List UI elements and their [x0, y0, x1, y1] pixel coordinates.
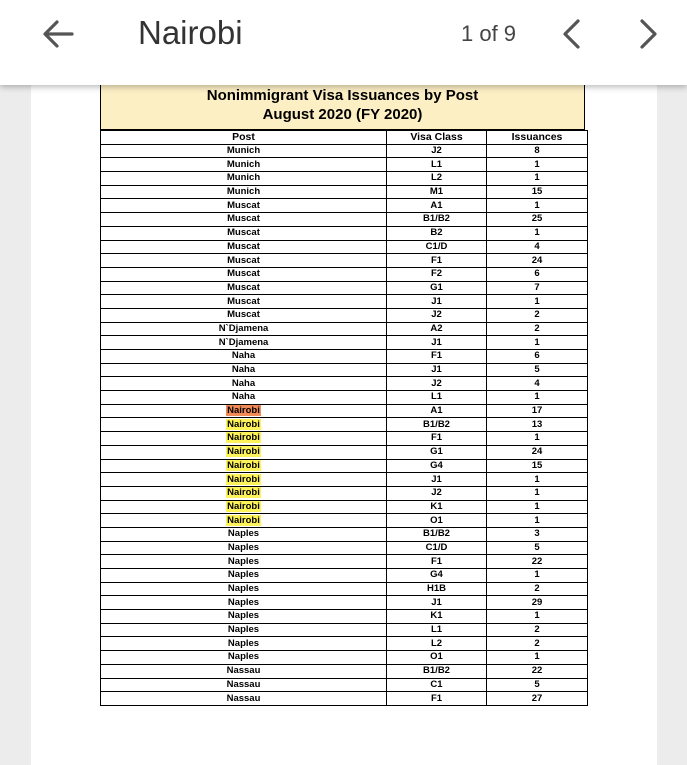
issuances-cell: 1	[487, 158, 588, 172]
visa-class-cell: L1	[387, 158, 487, 172]
issuances-cell: 1	[487, 295, 588, 309]
table-row	[101, 486, 588, 500]
chevron-right-icon	[635, 17, 661, 51]
table-row	[101, 254, 588, 268]
issuances-cell: 1	[487, 199, 588, 213]
table-row	[101, 295, 588, 309]
visa-class-cell: F1	[387, 432, 487, 446]
issuances-cell: 27	[487, 692, 588, 706]
column-header-post: Post	[101, 131, 387, 145]
post-cell: Naha	[101, 363, 387, 377]
visa-class-cell: K1	[387, 500, 487, 514]
post-cell: Naples	[101, 651, 387, 665]
post-cell: Nassau	[101, 692, 387, 706]
visa-class-cell: L1	[387, 623, 487, 637]
post-cell: Naples	[101, 541, 387, 555]
issuances-cell: 4	[487, 240, 588, 254]
issuances-cell: 6	[487, 350, 588, 364]
post-cell: Naha	[101, 391, 387, 405]
visa-class-cell: O1	[387, 651, 487, 665]
issuances-cell: 1	[487, 336, 588, 350]
table-row	[101, 582, 588, 596]
issuances-cell: 1	[487, 486, 588, 500]
post-cell: Naples	[101, 582, 387, 596]
visa-class-cell: F1	[387, 555, 487, 569]
table-row	[101, 336, 588, 350]
table-row	[101, 418, 588, 432]
document-title: Nairobi	[138, 14, 243, 51]
table-row	[101, 623, 588, 637]
post-cell: Muscat	[101, 240, 387, 254]
post-cell	[101, 432, 387, 446]
table-row	[101, 158, 588, 172]
visa-class-cell: K1	[387, 610, 487, 624]
visa-class-cell: J1	[387, 596, 487, 610]
post-cell: Muscat	[101, 267, 387, 281]
visa-class-cell: F2	[387, 267, 487, 281]
arrow-left-icon	[41, 17, 75, 51]
visa-class-cell: A1	[387, 199, 487, 213]
post-cell: Munich	[101, 172, 387, 186]
table-row	[101, 199, 588, 213]
table-row	[101, 363, 588, 377]
visa-class-cell: G1	[387, 281, 487, 295]
search-match[interactable]: Nairobi	[227, 473, 260, 485]
post-cell: Muscat	[101, 295, 387, 309]
search-match[interactable]: Nairobi	[227, 459, 260, 471]
table-row	[101, 377, 588, 391]
table-row	[101, 514, 588, 528]
post-cell	[101, 459, 387, 473]
visa-class-cell: C1/D	[387, 541, 487, 555]
visa-class-cell: B2	[387, 226, 487, 240]
issuances-cell: 17	[487, 404, 588, 418]
issuances-cell: 29	[487, 596, 588, 610]
post-cell: Naha	[101, 377, 387, 391]
issuances-cell: 24	[487, 254, 588, 268]
visa-class-cell: J2	[387, 144, 487, 158]
post-cell: Naples	[101, 623, 387, 637]
visa-class-cell: J1	[387, 363, 487, 377]
issuances-cell: 15	[487, 459, 588, 473]
search-match[interactable]: Nairobi	[227, 514, 260, 526]
document-page[interactable]	[31, 85, 657, 765]
table-row	[101, 527, 588, 541]
issuances-cell: 2	[487, 322, 588, 336]
table-row	[101, 226, 588, 240]
issuances-cell: 15	[487, 185, 588, 199]
issuances-cell: 2	[487, 623, 588, 637]
post-cell: Naples	[101, 596, 387, 610]
issuances-cell: 1	[487, 172, 588, 186]
table-title: Nonimmigrant Visa Issuances by Post	[206, 87, 479, 104]
table-header-row	[101, 131, 588, 145]
back-button[interactable]	[36, 12, 80, 56]
next-result-button[interactable]	[626, 12, 670, 56]
visa-class-cell: A1	[387, 404, 487, 418]
table-row	[101, 500, 588, 514]
visa-issuance-table	[100, 130, 588, 706]
search-match[interactable]: Nairobi	[227, 500, 260, 512]
table-row	[101, 596, 588, 610]
table-row	[101, 459, 588, 473]
table-row	[101, 322, 588, 336]
issuances-cell: 8	[487, 144, 588, 158]
post-cell	[101, 473, 387, 487]
visa-class-cell: L1	[387, 391, 487, 405]
table-row	[101, 651, 588, 665]
visa-class-cell: F1	[387, 254, 487, 268]
table-row	[101, 185, 588, 199]
visa-class-cell: B1/B2	[387, 213, 487, 227]
table-row	[101, 432, 588, 446]
table-row	[101, 541, 588, 555]
search-match[interactable]: Nairobi	[227, 432, 260, 444]
post-cell: Munich	[101, 185, 387, 199]
visa-class-cell: L2	[387, 172, 487, 186]
top-app-bar	[0, 0, 687, 85]
previous-result-button[interactable]	[550, 12, 594, 56]
table-row	[101, 240, 588, 254]
issuances-cell: 1	[487, 610, 588, 624]
visa-class-cell: C1	[387, 678, 487, 692]
issuances-cell: 1	[487, 651, 588, 665]
table-subtitle: August 2020 (FY 2020)	[262, 106, 423, 123]
table-row	[101, 308, 588, 322]
column-header-issuances: Issuances	[487, 131, 588, 145]
table-row	[101, 569, 588, 583]
issuances-cell: 22	[487, 664, 588, 678]
visa-class-cell: J1	[387, 336, 487, 350]
search-match[interactable]: Nairobi	[227, 446, 260, 458]
post-cell: Naples	[101, 555, 387, 569]
post-cell: Nassau	[101, 664, 387, 678]
issuances-cell: 2	[487, 308, 588, 322]
visa-class-cell: B1/B2	[387, 418, 487, 432]
post-cell: Naples	[101, 527, 387, 541]
post-cell: Muscat	[101, 199, 387, 213]
issuances-cell: 1	[487, 226, 588, 240]
issuances-cell: 22	[487, 555, 588, 569]
table-row	[101, 692, 588, 706]
visa-class-cell: F1	[387, 350, 487, 364]
visa-class-cell: G4	[387, 569, 487, 583]
post-cell: Naples	[101, 610, 387, 624]
issuances-cell: 4	[487, 377, 588, 391]
table-row	[101, 213, 588, 227]
issuances-cell: 7	[487, 281, 588, 295]
issuances-cell: 13	[487, 418, 588, 432]
visa-class-cell: J1	[387, 473, 487, 487]
visa-class-cell: G1	[387, 445, 487, 459]
table-row	[101, 404, 588, 418]
visa-class-cell: J2	[387, 377, 487, 391]
issuances-cell: 2	[487, 582, 588, 596]
post-cell: Naha	[101, 350, 387, 364]
post-cell	[101, 500, 387, 514]
table-row	[101, 664, 588, 678]
issuances-cell: 1	[487, 473, 588, 487]
post-cell	[101, 404, 387, 418]
post-cell: Muscat	[101, 281, 387, 295]
post-cell: Munich	[101, 144, 387, 158]
visa-class-cell: G4	[387, 459, 487, 473]
chevron-left-icon	[559, 17, 585, 51]
post-cell	[101, 445, 387, 459]
table-row	[101, 144, 588, 158]
issuances-cell: 5	[487, 363, 588, 377]
issuances-cell: 2	[487, 637, 588, 651]
post-cell: Muscat	[101, 308, 387, 322]
post-cell: Munich	[101, 158, 387, 172]
visa-class-cell: B1/B2	[387, 527, 487, 541]
table-title-banner	[100, 85, 585, 130]
post-cell	[101, 418, 387, 432]
issuances-cell: 5	[487, 541, 588, 555]
visa-class-cell: L2	[387, 637, 487, 651]
visa-class-cell: M1	[387, 185, 487, 199]
table-row	[101, 678, 588, 692]
table-row	[101, 610, 588, 624]
issuances-cell: 25	[487, 213, 588, 227]
table-row	[101, 267, 588, 281]
table-row	[101, 350, 588, 364]
post-cell	[101, 514, 387, 528]
visa-class-cell: O1	[387, 514, 487, 528]
visa-class-cell: A2	[387, 322, 487, 336]
visa-class-cell: F1	[387, 692, 487, 706]
issuances-cell: 6	[487, 267, 588, 281]
issuances-cell: 1	[487, 432, 588, 446]
issuances-cell: 5	[487, 678, 588, 692]
post-cell: N`Djamena	[101, 322, 387, 336]
issuances-cell: 3	[487, 527, 588, 541]
post-cell: Nassau	[101, 678, 387, 692]
search-match[interactable]: Nairobi	[227, 418, 260, 430]
table-row	[101, 281, 588, 295]
post-cell: Muscat	[101, 254, 387, 268]
post-cell: Naples	[101, 569, 387, 583]
post-cell: Muscat	[101, 226, 387, 240]
post-cell	[101, 486, 387, 500]
issuances-cell: 24	[487, 445, 588, 459]
search-match[interactable]: Nairobi	[227, 487, 260, 499]
visa-class-cell: J2	[387, 486, 487, 500]
post-cell: Naples	[101, 637, 387, 651]
table-row	[101, 445, 588, 459]
visa-class-cell: C1/D	[387, 240, 487, 254]
active-search-match[interactable]: Nairobi	[227, 405, 260, 417]
table-row	[101, 473, 588, 487]
visa-class-cell: J1	[387, 295, 487, 309]
table-row	[101, 172, 588, 186]
issuances-cell: 1	[487, 500, 588, 514]
search-result-counter: 1 of 9	[461, 21, 517, 46]
post-cell: N`Djamena	[101, 336, 387, 350]
table-row	[101, 637, 588, 651]
issuances-cell: 1	[487, 391, 588, 405]
visa-class-cell: H1B	[387, 582, 487, 596]
post-cell: Muscat	[101, 213, 387, 227]
issuances-cell: 1	[487, 569, 588, 583]
table-row	[101, 391, 588, 405]
visa-class-cell: B1/B2	[387, 664, 487, 678]
table-body	[101, 144, 588, 705]
column-header-visa-class: Visa Class	[387, 131, 487, 145]
table-row	[101, 555, 588, 569]
visa-class-cell: J2	[387, 308, 487, 322]
issuances-cell: 1	[487, 514, 588, 528]
